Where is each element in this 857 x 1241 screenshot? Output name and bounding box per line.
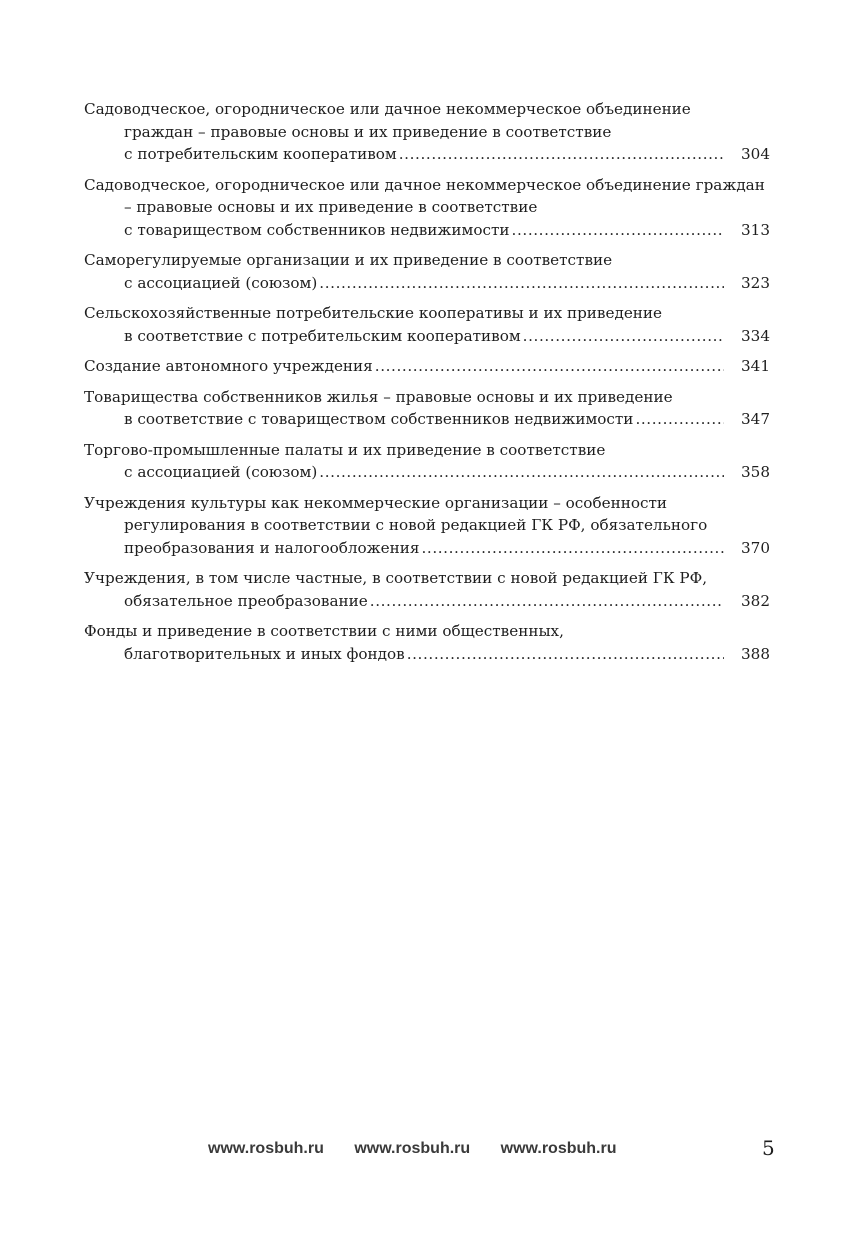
toc-page-number: 341	[741, 357, 770, 375]
toc-entry-line	[84, 408, 770, 431]
table-of-contents	[84, 98, 770, 673]
toc-entry-text: в соответствие с потребительским кооперативом	[124, 326, 521, 345]
toc-entry-line	[84, 643, 770, 666]
toc-page-number: 304	[741, 145, 770, 163]
toc-page-number: 382	[741, 591, 770, 610]
toc-entry-text: с товариществом собственников недвижимости	[124, 220, 510, 239]
dot-leader	[512, 219, 724, 242]
page-footer	[0, 1136, 857, 1166]
toc-entry[interactable]	[84, 355, 770, 378]
dot-leader	[421, 537, 724, 560]
toc-page-number: 313	[741, 220, 770, 239]
toc-entry-text: обязательное преобразование	[124, 591, 368, 610]
toc-entry-line: Учреждения культуры как некоммерческие организации – особенности	[84, 493, 667, 512]
footer-url-link[interactable]: www.rosbuh.ru	[500, 1140, 617, 1157]
dot-leader	[375, 355, 724, 378]
dot-leader	[370, 590, 724, 613]
toc-entry-line: Торгово-промышленные палаты и их приведение в соответствие	[84, 440, 606, 459]
toc-entry-text: преобразования и налогообложения	[124, 538, 420, 557]
toc-entry[interactable]	[84, 249, 770, 294]
toc-entry-text: с ассоциацией (союзом)	[124, 463, 318, 481]
footer-url-link[interactable]: www.rosbuh.ru	[354, 1140, 471, 1157]
dot-leader	[319, 461, 724, 484]
footer-urls	[208, 1140, 642, 1158]
toc-entry[interactable]	[84, 439, 770, 484]
toc-entry-line	[84, 143, 770, 166]
toc-page-number: 388	[741, 644, 770, 663]
toc-entry[interactable]	[84, 302, 770, 347]
toc-entry-text: с потребительским кооперативом	[124, 145, 397, 163]
toc-page-number: 347	[741, 410, 770, 428]
toc-entry-text: с ассоциацией (союзом)	[124, 273, 318, 292]
toc-entry-line	[84, 590, 770, 613]
toc-entry-line	[84, 537, 770, 560]
toc-entry[interactable]	[84, 386, 770, 431]
toc-entry-line	[84, 461, 770, 484]
dot-leader	[523, 325, 724, 348]
toc-entry-line	[84, 325, 770, 348]
toc-entry-line: Фонды и приведение в соответствии с ними общественных,	[84, 622, 564, 640]
toc-entry-text: благотворительных и иных фондов	[124, 644, 405, 663]
toc-entry-line: Садоводческое, огородническое или дачное некоммерческое объединение	[84, 100, 691, 118]
dot-leader	[319, 272, 724, 295]
footer-url-link[interactable]: www.rosbuh.ru	[208, 1140, 324, 1157]
dot-leader	[407, 643, 724, 666]
toc-entry[interactable]	[84, 620, 770, 665]
toc-entry[interactable]	[84, 98, 770, 166]
page-number: 5	[762, 1136, 775, 1160]
dot-leader	[399, 143, 724, 166]
toc-entry[interactable]	[84, 492, 770, 560]
toc-entry-line: регулирования в соответствии с новой редакцией ГК РФ, обязательного	[124, 516, 708, 534]
toc-entry-line: Учреждения, в том числе частные, в соответствии с новой редакцией ГК РФ,	[84, 569, 708, 587]
toc-page-number: 334	[741, 326, 770, 345]
toc-page-number: 370	[741, 538, 770, 557]
toc-entry[interactable]	[84, 567, 770, 612]
toc-entry-line: граждан – правовые основы и их приведение в соответствие	[124, 122, 612, 141]
toc-page-number: 358	[741, 463, 770, 481]
toc-entry-text: в соответствие с товариществом собственников недвижимости	[124, 410, 634, 428]
toc-entry-text: Создание автономного учреждения	[84, 357, 373, 375]
dot-leader	[635, 408, 724, 431]
toc-entry-line: Саморегулируемые организации и их приведение в соответствие	[84, 251, 613, 269]
toc-page-number: 323	[741, 273, 770, 292]
toc-entry-line	[84, 219, 770, 242]
toc-entry-line: – правовые основы и их приведение в соответствие	[124, 198, 538, 216]
toc-entry-line: Товарищества собственников жилья – правовые основы и их приведение	[84, 387, 673, 406]
toc-entry-line: Сельскохозяйственные потребительские кооперативы и их приведение	[84, 304, 663, 322]
toc-entry[interactable]	[84, 174, 770, 242]
toc-entry-line: Садоводческое, огородническое или дачное некоммерческое объединение граждан	[84, 175, 765, 194]
toc-entry-line	[84, 272, 770, 295]
toc-entry-line	[84, 355, 770, 378]
